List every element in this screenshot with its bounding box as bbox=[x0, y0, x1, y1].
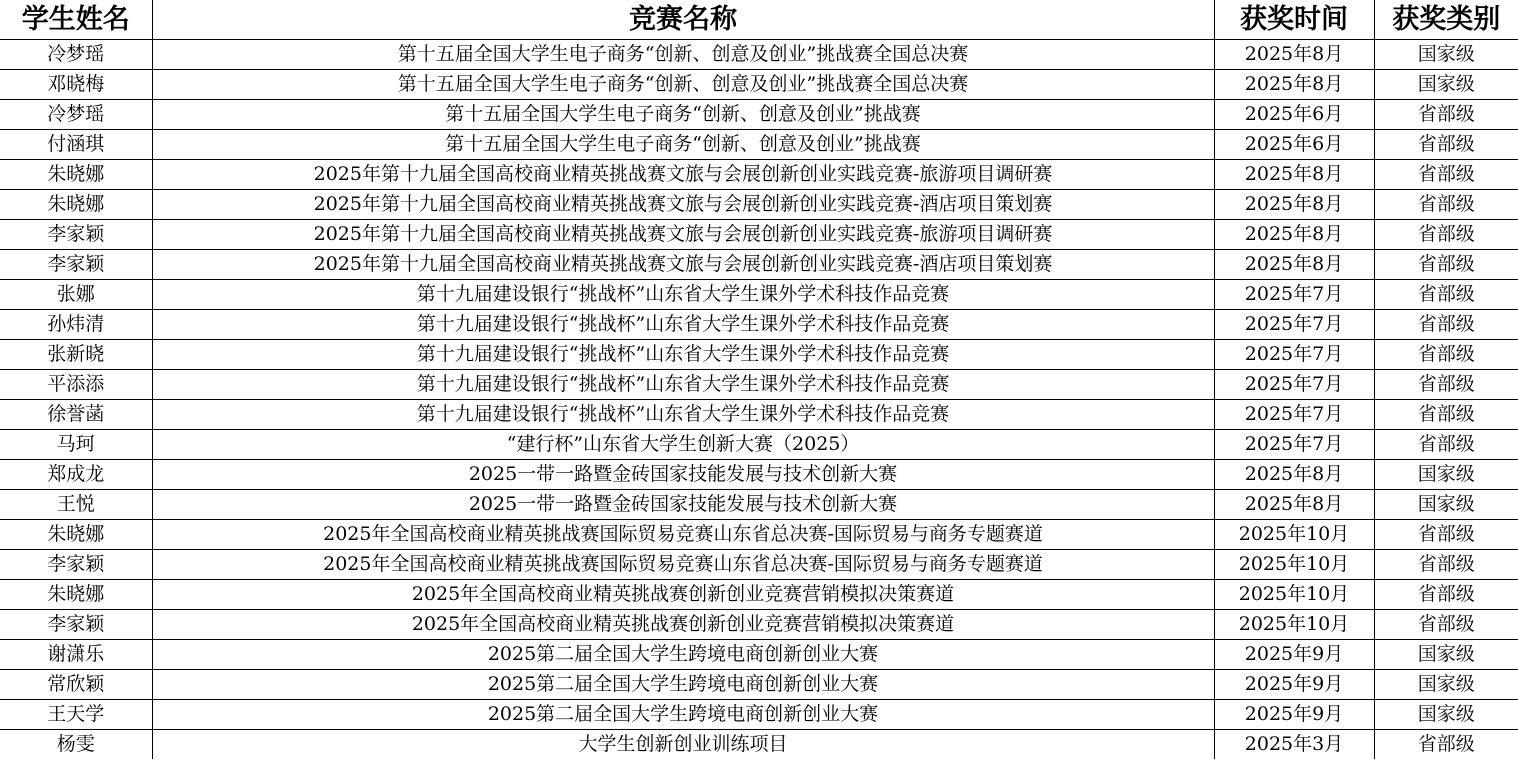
cell-award-time: 2025年6月 bbox=[1214, 100, 1374, 130]
cell-award-category: 省部级 bbox=[1374, 610, 1518, 640]
cell-award-time: 2025年8月 bbox=[1214, 490, 1374, 520]
cell-award-time: 2025年7月 bbox=[1214, 310, 1374, 340]
cell-award-time: 2025年10月 bbox=[1214, 610, 1374, 640]
cell-student-name: 王天学 bbox=[0, 700, 152, 730]
cell-competition-name: 2025年第十九届全国高校商业精英挑战赛文旅与会展创新创业实践竞赛-酒店项目策划赛 bbox=[152, 190, 1214, 220]
cell-award-category: 省部级 bbox=[1417, 733, 1475, 755]
header-student-name: 学生姓名 bbox=[0, 0, 152, 40]
cell-award-time: 2025年10月 bbox=[1214, 520, 1374, 550]
table-body bbox=[0, 40, 1518, 760]
cell-student-name: 平添添 bbox=[0, 370, 152, 400]
table-header bbox=[0, 0, 1518, 40]
cell-award-category: 省部级 bbox=[1374, 100, 1518, 130]
table-row bbox=[0, 430, 1518, 460]
cell-award-category: 省部级 bbox=[1374, 580, 1518, 610]
cell-competition-name: 2025一带一路暨金砖国家技能发展与技术创新大赛 bbox=[152, 490, 1214, 520]
cell-competition-name: 第十九届建设银行“挑战杯”山东省大学生课外学术科技作品竞赛 bbox=[152, 340, 1214, 370]
table-row bbox=[0, 400, 1518, 430]
table-row bbox=[0, 220, 1518, 250]
cell-competition-name: 第十九届建设银行“挑战杯”山东省大学生课外学术科技作品竞赛 bbox=[152, 400, 1214, 430]
cell-student-name: 王悦 bbox=[0, 490, 152, 520]
cell-competition-name: 第十九届建设银行“挑战杯”山东省大学生课外学术科技作品竞赛 bbox=[152, 310, 1214, 340]
cell-award-time: 2025年10月 bbox=[1214, 550, 1374, 580]
cell-competition-name: 大学生创新创业训练项目 bbox=[152, 730, 1214, 760]
cell-award-category: 省部级 bbox=[1374, 520, 1518, 550]
cell-award-category: 国家级 bbox=[1374, 460, 1518, 490]
cell-competition-name: 第十九届建设银行“挑战杯”山东省大学生课外学术科技作品竞赛 bbox=[152, 280, 1214, 310]
table-row bbox=[0, 190, 1518, 220]
cell-award-time: 2025年9月 bbox=[1214, 640, 1374, 670]
cell-award-time: 2025年8月 bbox=[1214, 190, 1374, 220]
cell-student-name: 李家颖 bbox=[0, 610, 152, 640]
cell-award-category: 省部级 bbox=[1374, 430, 1518, 460]
cell-competition-name: “建行杯”山东省大学生创新大赛（2025） bbox=[152, 430, 1214, 460]
cell-student-name: 谢潇乐 bbox=[0, 640, 152, 670]
cell-award-time: 2025年8月 bbox=[1214, 220, 1374, 250]
cell-student-name: 朱晓娜 bbox=[0, 580, 152, 610]
cell-award-time: 2025年9月 bbox=[1214, 700, 1374, 730]
cell-award-category: 省部级 bbox=[1374, 370, 1518, 400]
cell-student-name: 冷梦瑶 bbox=[0, 100, 152, 130]
cell-competition-name: 2025第二届全国大学生跨境电商创新创业大赛 bbox=[152, 670, 1214, 700]
cell-award-category: 国家级 bbox=[1374, 70, 1518, 100]
cell-award-category: 国家级 bbox=[1374, 700, 1518, 730]
cell-award-category: 省部级 bbox=[1374, 280, 1518, 310]
cell-competition-name: 第十五届全国大学生电子商务“创新、创意及创业”挑战赛全国总决赛 bbox=[152, 70, 1214, 100]
cell-award-category: 省部级 bbox=[1374, 400, 1518, 430]
cell-student-name: 朱晓娜 bbox=[0, 160, 152, 190]
cell-award-category: 省部级 bbox=[1374, 130, 1518, 160]
cell-award-category: 国家级 bbox=[1374, 40, 1518, 70]
table-row bbox=[0, 700, 1518, 730]
header-competition-name: 竞赛名称 bbox=[152, 0, 1214, 40]
table-row bbox=[0, 310, 1518, 340]
cell-award-time: 2025年10月 bbox=[1214, 580, 1374, 610]
cell-student-name: 付涵琪 bbox=[0, 130, 152, 160]
cell-award-category: 省部级 bbox=[1374, 550, 1518, 580]
cell-award-time: 2025年7月 bbox=[1214, 400, 1374, 430]
cell-competition-name: 2025年第十九届全国高校商业精英挑战赛文旅与会展创新创业实践竞赛-旅游项目调研赛 bbox=[152, 220, 1214, 250]
cell-award-time: 2025年7月 bbox=[1214, 430, 1374, 460]
table-row bbox=[0, 460, 1518, 490]
cell-award-time: 2025年8月 bbox=[1214, 460, 1374, 490]
cell-student-name: 冷梦瑶 bbox=[0, 40, 152, 70]
cell-student-name: 李家颖 bbox=[0, 220, 152, 250]
cell-competition-name: 2025第二届全国大学生跨境电商创新创业大赛 bbox=[152, 640, 1214, 670]
table-row bbox=[0, 370, 1518, 400]
cell-award-time: 2025年7月 bbox=[1214, 280, 1374, 310]
cell-award-category: 省部级 bbox=[1374, 250, 1518, 280]
table-row bbox=[0, 100, 1518, 130]
cell-award-time: 2025年7月 bbox=[1214, 340, 1374, 370]
cell-student-name: 张娜 bbox=[0, 280, 152, 310]
header-award-time: 获奖时间 bbox=[1214, 0, 1374, 40]
cell-award-time: 2025年6月 bbox=[1214, 130, 1374, 160]
cell-award-category: 省部级 bbox=[1374, 190, 1518, 220]
cell-competition-name: 第十五届全国大学生电子商务“创新、创意及创业”挑战赛全国总决赛 bbox=[152, 40, 1214, 70]
cell-award-category: 国家级 bbox=[1374, 640, 1518, 670]
cell-award-time: 2025年8月 bbox=[1214, 40, 1374, 70]
cell-competition-name: 第十九届建设银行“挑战杯”山东省大学生课外学术科技作品竞赛 bbox=[152, 370, 1214, 400]
cell-competition-name: 2025年第十九届全国高校商业精英挑战赛文旅与会展创新创业实践竞赛-旅游项目调研赛 bbox=[152, 160, 1214, 190]
cell-competition-name: 2025年全国高校商业精英挑战赛国际贸易竞赛山东省总决赛-国际贸易与商务专题赛道 bbox=[152, 550, 1214, 580]
cell-competition-name: 2025年全国高校商业精英挑战赛创新创业竞赛营销模拟决策赛道 bbox=[152, 580, 1214, 610]
table-row bbox=[0, 580, 1518, 610]
cell-award-category: 省部级 bbox=[1374, 160, 1518, 190]
cell-student-name: 李家颖 bbox=[0, 250, 152, 280]
cell-student-name: 邓晓梅 bbox=[0, 70, 152, 100]
table-row bbox=[0, 520, 1518, 550]
cell-award-category: 省部级 bbox=[1374, 310, 1518, 340]
table-row bbox=[0, 130, 1518, 160]
cell-student-name: 常欣颖 bbox=[0, 670, 152, 700]
table-row bbox=[0, 160, 1518, 190]
cell-competition-name: 2025年全国高校商业精英挑战赛创新创业竞赛营销模拟决策赛道 bbox=[152, 610, 1214, 640]
cell-award-time: 2025年9月 bbox=[1214, 670, 1374, 700]
table-row bbox=[0, 490, 1518, 520]
cell-student-name: 李家颖 bbox=[0, 550, 152, 580]
cell-award-time: 2025年3月 bbox=[1214, 730, 1374, 760]
cell-student-name: 朱晓娜 bbox=[0, 520, 152, 550]
header-row bbox=[0, 0, 1518, 40]
table-row bbox=[0, 340, 1518, 370]
cell-competition-name: 2025年第十九届全国高校商业精英挑战赛文旅与会展创新创业实践竞赛-酒店项目策划赛 bbox=[152, 250, 1214, 280]
cell-student-name: 杨雯 bbox=[0, 730, 152, 760]
cell-competition-name: 2025一带一路暨金砖国家技能发展与技术创新大赛 bbox=[152, 460, 1214, 490]
cell-competition-name: 第十五届全国大学生电子商务“创新、创意及创业”挑战赛 bbox=[152, 100, 1214, 130]
cell-award-category: 国家级 bbox=[1374, 670, 1518, 700]
cell-award-time: 2025年8月 bbox=[1214, 70, 1374, 100]
cell-award-time: 2025年7月 bbox=[1214, 370, 1374, 400]
table-row bbox=[0, 280, 1518, 310]
cell-award-category: 国家级 bbox=[1374, 490, 1518, 520]
cell-competition-name: 2025年全国高校商业精英挑战赛国际贸易竞赛山东省总决赛-国际贸易与商务专题赛道 bbox=[152, 520, 1214, 550]
cell-student-name: 孙炜清 bbox=[0, 310, 152, 340]
cell-student-name: 郑成龙 bbox=[0, 460, 152, 490]
header-award-category: 获奖类别 bbox=[1374, 0, 1518, 40]
table-row bbox=[0, 730, 1518, 760]
cell-student-name: 徐誉菡 bbox=[0, 400, 152, 430]
cell-award-time: 2025年8月 bbox=[1214, 160, 1374, 190]
cell-competition-name: 第十五届全国大学生电子商务“创新、创意及创业”挑战赛 bbox=[152, 130, 1214, 160]
cell-competition-name: 2025第二届全国大学生跨境电商创新创业大赛 bbox=[152, 700, 1214, 730]
table-row bbox=[0, 250, 1518, 280]
table-row bbox=[0, 40, 1518, 70]
cell-student-name: 张新晓 bbox=[0, 340, 152, 370]
table-row bbox=[0, 70, 1518, 100]
cell-student-name: 马珂 bbox=[0, 430, 152, 460]
table-row bbox=[0, 640, 1518, 670]
cell-award-time: 2025年8月 bbox=[1214, 250, 1374, 280]
table-row bbox=[0, 670, 1518, 700]
table-row bbox=[0, 610, 1518, 640]
cell-award-category: 省部级 bbox=[1374, 220, 1518, 250]
cell-student-name: 朱晓娜 bbox=[0, 190, 152, 220]
table-row bbox=[0, 550, 1518, 580]
cell-award-category: 省部级 bbox=[1374, 340, 1518, 370]
